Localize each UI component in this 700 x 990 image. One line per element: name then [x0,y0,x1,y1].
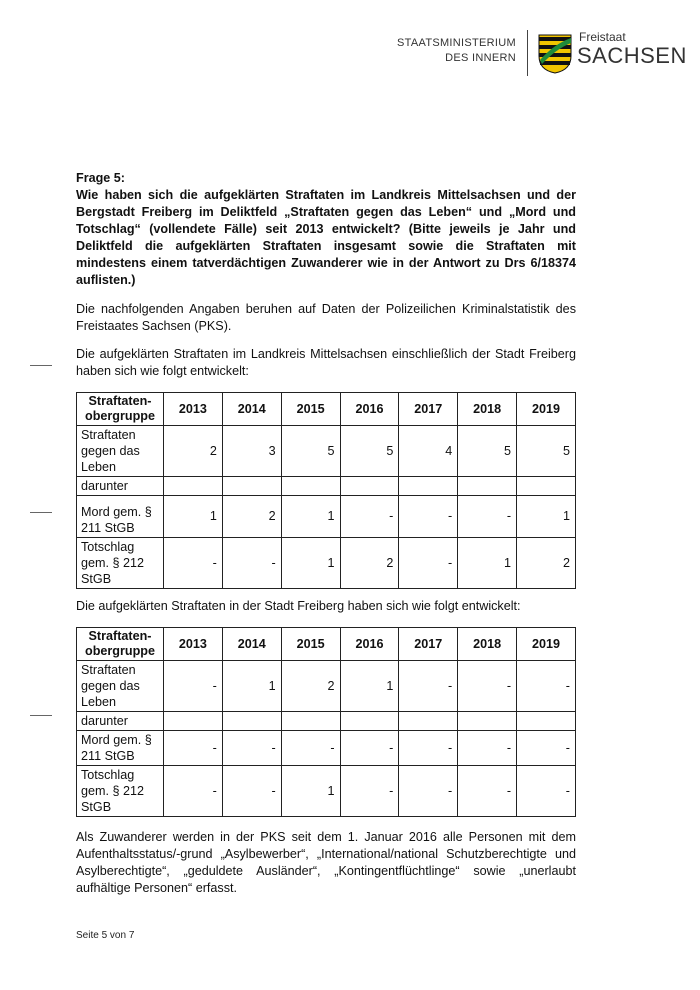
column-header-year: 2016 [340,628,399,661]
table-row [77,766,576,817]
cell-value: - [399,731,458,766]
cell-value: - [222,766,281,817]
column-header-group: Straftaten-obergruppe [77,393,164,426]
cell-value: 5 [458,426,517,477]
cell-empty [399,712,458,731]
column-header-year: 2015 [281,393,340,426]
cell-empty [222,477,281,496]
row-label: Straftaten gegen das Leben [77,661,164,712]
cell-value: - [517,766,576,817]
margin-mark [30,365,52,366]
column-header-year: 2017 [399,628,458,661]
cell-empty [340,712,399,731]
row-label: darunter [77,477,164,496]
cell-value: - [222,731,281,766]
margin-mark [30,715,52,716]
table-header-row [77,628,576,661]
cell-value: - [458,661,517,712]
row-label: Mord gem. § 211 StGB [77,731,164,766]
table-row [77,712,576,731]
cell-value: 5 [517,426,576,477]
row-label: Totschlag gem. § 212 StGB [77,538,164,589]
cell-value: 3 [222,426,281,477]
table-header-row [77,393,576,426]
ministry-line-2: DES INNERN [445,52,516,64]
cell-value: - [517,661,576,712]
cell-value: - [458,766,517,817]
table2-caption: Die aufgeklärten Straftaten in der Stadt Freiberg haben sich wie folgt entwickelt: [76,599,521,613]
question-text: Wie haben sich die aufgeklärten Straftaten im Landkreis Mittelsachsen und der Bergstadt Freiberg im Deliktfeld „Straftaten gegen das Leben“ und „Mord und Totschlag“ (vollendete Fälle) seit 2013 entwickelt? (Bitte jeweils je Jahr und Deliktfeld die aufgeklärten Straftaten insgesamt sowie die Straftaten mit mindestens einem tatverdächtigen Zuwanderer wie in der Antwort zu Drs 6/18374 auflisten.) [76,188,576,287]
cell-value: - [399,661,458,712]
table-row [77,426,576,477]
cell-value: 5 [340,426,399,477]
column-header-year: 2015 [281,628,340,661]
cell-empty [281,477,340,496]
column-header-year: 2013 [164,393,223,426]
cell-value: 1 [281,538,340,589]
table-row [77,661,576,712]
column-header-year: 2017 [399,393,458,426]
cell-value: - [458,496,517,538]
ministry-line-1: STAATSMINISTERIUM [397,37,516,49]
closing-paragraph: Als Zuwanderer werden in der PKS seit dem 1. Januar 2016 alle Personen mit dem Aufenthaltsstatus/-grund „Asylbewerber“, „International/national Schutzberechtigte und Asylberechtigte“, „geduldete Ausländer“, „Kontingentflüchtlinge“ sowie „unerlaubt aufhältige Personen“ erfasst. [76,830,576,895]
cell-value: 2 [281,661,340,712]
header-divider [527,30,528,76]
column-header-group: Straftaten-obergruppe [77,628,164,661]
table-row [77,477,576,496]
cell-value: 1 [222,661,281,712]
column-header-year: 2018 [458,393,517,426]
table-mittelsachsen [76,392,576,589]
cell-empty [281,712,340,731]
cell-value: - [164,766,223,817]
cell-value: - [399,766,458,817]
table-row [77,731,576,766]
cell-value: 2 [164,426,223,477]
cell-empty [164,477,223,496]
cell-value: - [399,538,458,589]
question-block [76,170,576,289]
column-header-year: 2014 [222,393,281,426]
cell-value: 2 [222,496,281,538]
cell-value: - [164,731,223,766]
cell-value: 2 [517,538,576,589]
cell-value: 4 [399,426,458,477]
table-row [77,496,576,538]
cell-value: - [399,496,458,538]
cell-value: 1 [340,661,399,712]
cell-empty [399,477,458,496]
column-header-year: 2013 [164,628,223,661]
document-body [76,170,576,897]
cell-value: 5 [281,426,340,477]
cell-value: - [517,731,576,766]
cell-value: 1 [164,496,223,538]
column-header-year: 2018 [458,628,517,661]
row-label: Straftaten gegen das Leben [77,426,164,477]
page-number: Seite 5 von 7 [76,930,135,941]
cell-value: 2 [340,538,399,589]
column-header-year: 2014 [222,628,281,661]
cell-value: - [222,538,281,589]
cell-empty [458,477,517,496]
coat-of-arms-icon [538,34,572,74]
margin-mark [30,512,52,513]
column-header-year: 2019 [517,393,576,426]
question-label: Frage 5: [76,171,125,185]
row-label: darunter [77,712,164,731]
cell-value: - [458,731,517,766]
column-header-year: 2016 [340,393,399,426]
cell-empty [458,712,517,731]
cell-value: - [340,496,399,538]
column-header-year: 2019 [517,628,576,661]
cell-value: - [164,661,223,712]
cell-value: 1 [281,766,340,817]
intro-paragraph: Die nachfolgenden Angaben beruhen auf Daten der Polizeilichen Kriminalstatistik des Freistaates Sachsen (PKS). [76,302,576,333]
state-label-small: Freistaat [579,30,626,44]
row-label: Totschlag gem. § 212 StGB [77,766,164,817]
row-label: Mord gem. § 211 StGB [77,496,164,538]
ministry-name [392,36,516,66]
cell-empty [164,712,223,731]
cell-empty [222,712,281,731]
cell-value: - [340,731,399,766]
cell-empty [517,712,576,731]
cell-value: 1 [458,538,517,589]
cell-empty [340,477,399,496]
state-label-big: SACHSEN [577,43,687,68]
table1-caption: Die aufgeklärten Straftaten im Landkreis Mittelsachsen einschließlich der Stadt Freiberg haben sich wie folgt entwickelt: [76,347,576,378]
table-freiberg [76,627,576,817]
cell-value: 1 [281,496,340,538]
cell-value: - [281,731,340,766]
cell-value: - [340,766,399,817]
cell-empty [517,477,576,496]
cell-value: 1 [517,496,576,538]
table-row [77,538,576,589]
cell-value: - [164,538,223,589]
